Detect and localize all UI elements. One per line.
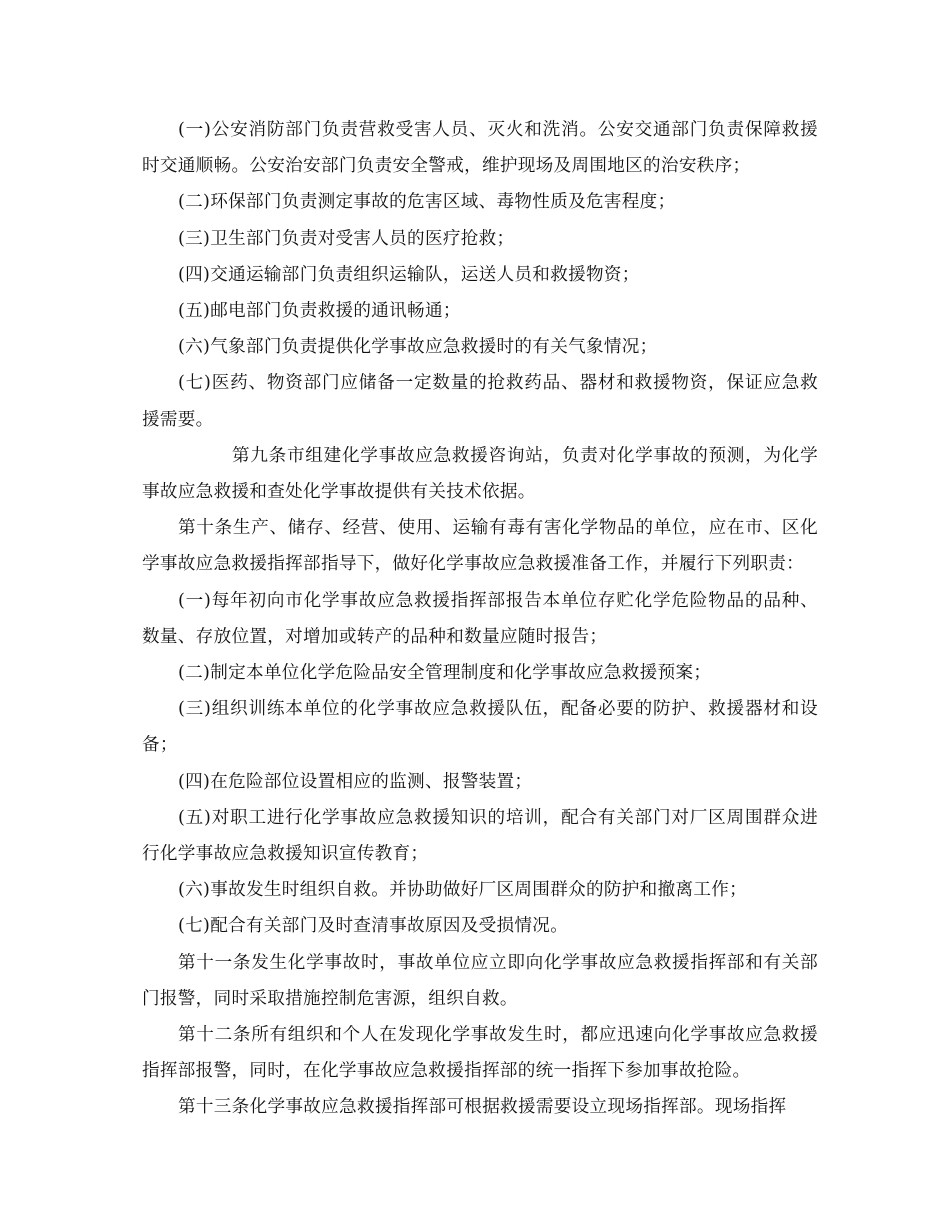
paragraph-duty-6: (六)事故发生时组织自救。并协助做好厂区周围群众的防护和撤离工作； bbox=[178, 880, 748, 901]
paragraph-duty-7: (七)配合有关部门及时查清事故原因及受损情况。 bbox=[178, 916, 569, 937]
paragraph-item-1: (一)公安消防部门负责营救受害人员、灭火和洗消。公安交通部门负责保障救援时交通顺畅。公安治安部门负责安全警戒，维护现场及周围地区的治安秩序； bbox=[142, 120, 818, 177]
article-11-paragraph: 第十一条发生化学事故时，事故单位应立即向化学事故应急救援指挥部和有关部门报警，同时采取措施控制危害源，组织自救。 bbox=[142, 952, 818, 1009]
paragraph-duty-2: (二)制定本单位化学危险品安全管理制度和化学事故应急救援预案； bbox=[178, 663, 712, 684]
paragraph-item-6: (六)气象部门负责提供化学事故应急救援时的有关气象情况； bbox=[178, 337, 658, 358]
article-9-paragraph: 第九条市组建化学事故应急救援咨询站，负责对化学事故的预测，为化学事故应急救援和查处化学事故提供有关技术依据。 bbox=[142, 445, 818, 503]
paragraph-item-7: (七)医药、物资部门应储备一定数量的抢救药品、器材和救援物资，保证应急救援需要。 bbox=[142, 373, 818, 430]
paragraph-duty-3: (三)组织训练本单位的化学事故应急救援队伍，配备必要的防护、救援器材和设备； bbox=[142, 699, 818, 756]
article-13-paragraph: 第十三条化学事故应急救援指挥部可根据救援需要设立现场指挥部。现场指挥 bbox=[178, 1097, 787, 1118]
paragraph-item-2: (二)环保部门负责测定事故的危害区域、毒物性质及危害程度； bbox=[178, 192, 676, 213]
paragraph-duty-1: (一)每年初向市化学事故应急救援指挥部报告本单位存贮化学危险物品的品种、数量、存放位置，对增加或转产的品种和数量应随时报告； bbox=[142, 590, 818, 647]
article-12-paragraph: 第十二条所有组织和个人在发现化学事故发生时，都应迅速向化学事故应急救援指挥部报警，同时，在化学事故应急救援指挥部的统一指挥下参加事故抢险。 bbox=[142, 1025, 818, 1082]
paragraph-duty-5: (五)对职工进行化学事故应急救援知识的培训，配合有关部门对厂区周围群众进行化学事故应急救援知识宣传教育； bbox=[142, 807, 818, 865]
paragraph-item-4: (四)交通运输部门负责组织运输队，运送人员和救援物资； bbox=[178, 264, 640, 285]
paragraph-duty-4: (四)在危险部位设置相应的监测、报警装置； bbox=[178, 771, 533, 792]
paragraph-item-3: (三)卫生部门负责对受害人员的医疗抢救； bbox=[178, 228, 515, 249]
document-body bbox=[142, 112, 818, 1126]
paragraph-item-5: (五)邮电部门负责救援的通讯畅通； bbox=[178, 301, 461, 322]
article-10-paragraph: 第十条生产、储存、经营、使用、运输有毒有害化学物品的单位，应在市、区化学事故应急救援指挥部指导下，做好化学事故应急救援准备工作，并履行下列职责： bbox=[142, 518, 818, 575]
